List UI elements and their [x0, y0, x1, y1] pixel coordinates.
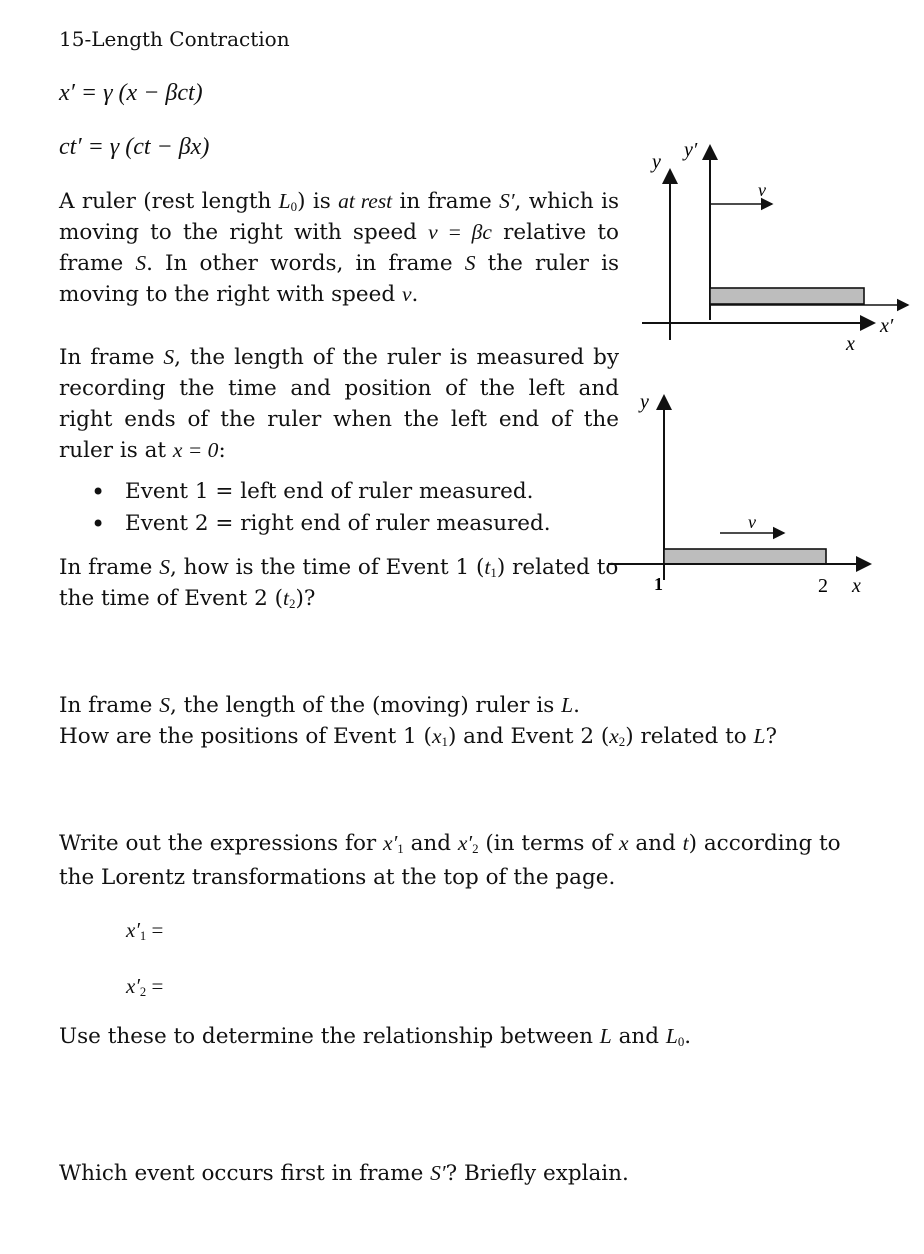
ruler [710, 288, 864, 304]
list-item: • Event 1 = left end of ruler measured. [59, 476, 551, 508]
question-length: In frame S, the length of the (moving) ruler is L. How are the positions of Event 1 $(x_1)$ and Event 2 $(x_2)$ related to L? [59, 693, 778, 750]
question-time: In frame S, how is the time of Event 1 $(t_1)$ related to the time of Event 2 $(t_2)$? [59, 555, 619, 612]
velocity-label: v [748, 512, 756, 532]
y-axis-label: y [640, 391, 649, 413]
y-prime-axis-label: y′ [684, 139, 698, 161]
y-axis-label: y [652, 151, 661, 173]
event-1-label: 1 [654, 574, 663, 594]
event-2-label: 2 [818, 575, 828, 597]
diagram-measurement [600, 380, 890, 610]
answer-x2-prime: $x'_2$ = [126, 974, 164, 1000]
velocity-label: v [758, 180, 766, 200]
question-expressions: Write out the expressions for $x'_1$ and $x'_2$ (in terms of x and t) according to the Lorentz transformations at the top of the page. [59, 831, 841, 890]
answer-x1-prime: $x'_1$ = [126, 918, 164, 944]
x-axis-label: x [846, 333, 855, 355]
lorentz-equation-x: x′ = γ (x − βct) [59, 80, 203, 106]
page-title: 15-Length Contraction [59, 27, 290, 51]
ruler [664, 549, 826, 564]
list-item: • Event 2 = right end of ruler measured. [59, 508, 551, 540]
x-axis-label: x [852, 575, 861, 597]
question-relation: Use these to determine the relationship between L and $L_0$. [59, 1024, 692, 1050]
x-prime-axis-label: x′ [880, 315, 894, 337]
event-list [59, 476, 551, 540]
measurement-paragraph: In frame S, the length of the ruler is measured by recording the time and position of the left and right ends of the ruler when the left end of the ruler is at x = 0: [59, 345, 619, 463]
question-order: Which event occurs first in frame S′? Briefly explain. [59, 1161, 629, 1186]
lorentz-equation-ct: ct′ = γ (ct − βx) [59, 134, 210, 160]
intro-paragraph: A ruler (rest length $L_0$) is at rest in frame S′, which is moving to the right with speed v = βc relative to frame S. In other words, in frame S the ruler is moving to the right with speed v. [59, 189, 619, 307]
diagram-frames [630, 130, 920, 360]
